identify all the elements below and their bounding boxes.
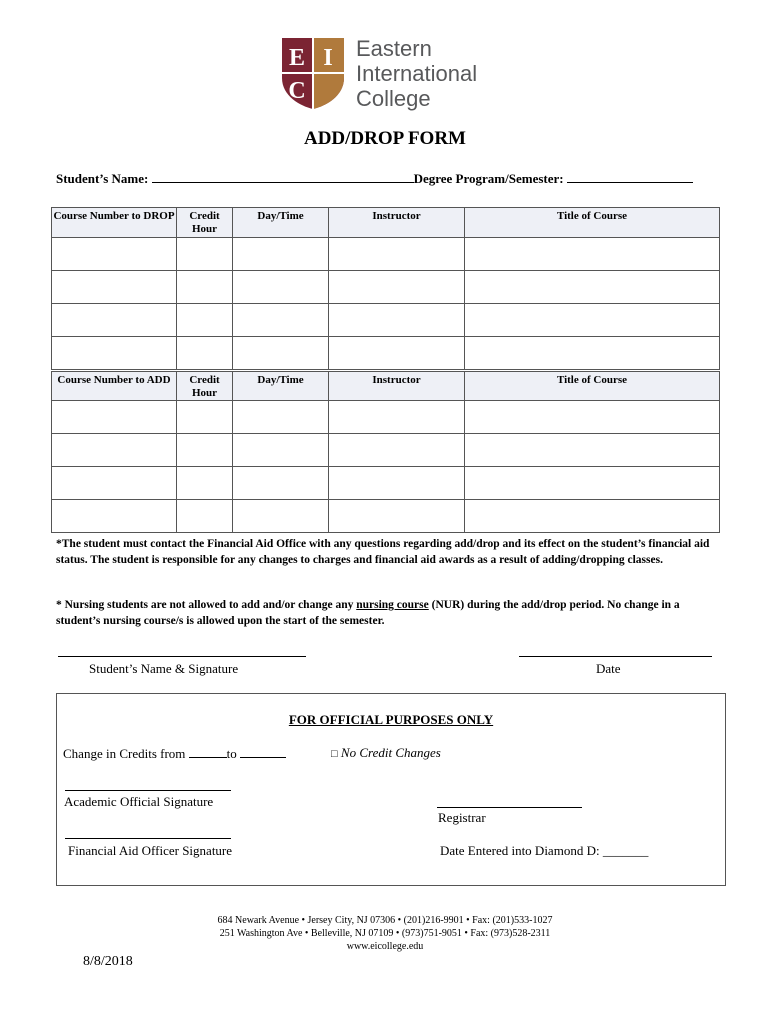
date-signature-line[interactable] (519, 656, 712, 657)
logo-letter-i: I (323, 45, 333, 71)
add-table (51, 371, 720, 533)
table-cell[interactable] (52, 401, 177, 434)
no-credit-changes[interactable] (331, 745, 441, 761)
table-cell[interactable] (233, 238, 329, 271)
table-row (52, 304, 720, 337)
table-cell[interactable] (233, 500, 329, 533)
credits-to-field[interactable] (240, 745, 286, 758)
change-credits (63, 745, 286, 762)
document-date: 8/8/2018 (83, 954, 133, 969)
official-purposes-box (56, 693, 726, 886)
academic-signature-line[interactable] (65, 790, 231, 791)
date-label: Date (596, 661, 621, 676)
table-cell[interactable] (177, 401, 233, 434)
table-cell[interactable] (329, 337, 465, 370)
table-cell[interactable] (329, 500, 465, 533)
change-credits-label: Change in Credits from (63, 746, 186, 761)
table-cell[interactable] (233, 337, 329, 370)
financial-aid-signature-label: Financial Aid Officer Signature (68, 843, 233, 858)
drop-table (51, 207, 720, 370)
table-cell[interactable] (52, 271, 177, 304)
diamond-entry: Date Entered into Diamond D: _______ (440, 843, 649, 858)
footer-website: www.eicollege.edu (346, 941, 424, 952)
table-cell[interactable] (52, 238, 177, 271)
table-row (52, 467, 720, 500)
logo-letter-e: E (288, 45, 306, 71)
registrar-label: Registrar (438, 810, 486, 825)
footer-address-2: 251 Washington Ave • Belleville, NJ 07109 • (973)751-9051 • Fax: (973)528-2311 (219, 928, 551, 939)
logo-name (356, 36, 477, 111)
table-cell[interactable] (177, 238, 233, 271)
table-cell[interactable] (329, 271, 465, 304)
table-cell[interactable] (177, 337, 233, 370)
degree-field[interactable] (567, 170, 693, 183)
logo-line-1: Eastern (356, 36, 432, 61)
student-name-label: Student’s Name: (56, 171, 149, 186)
logo-line-3: College (356, 86, 431, 111)
table-cell[interactable] (465, 238, 720, 271)
table-row (52, 401, 720, 434)
table-cell[interactable] (233, 401, 329, 434)
table-cell[interactable] (329, 238, 465, 271)
drop-header-title: Title of Course (465, 208, 720, 238)
financial-aid-note: *The student must contact the Financial Aid Office with any questions regarding add/drop and its effect on the student’s financial aid status. The student is responsible for any changes to charges and financial aid awards as a result of adding/dropping classes. (56, 538, 710, 566)
nursing-note-a: * Nursing students are not allowed to add and/or change any (56, 599, 357, 611)
nursing-note-c: (NUR) during the add/drop period. No change in a student’s nursing course/s is allowed upon the start of the semester. (56, 599, 680, 627)
table-cell[interactable] (233, 304, 329, 337)
drop-header-instructor: Instructor (329, 208, 465, 238)
add-header-daytime: Day/Time (233, 372, 329, 401)
footer (0, 914, 770, 953)
add-header-course: Course Number to ADD (52, 372, 177, 401)
table-cell[interactable] (465, 434, 720, 467)
table-cell[interactable] (465, 271, 720, 304)
drop-header-credit: Credit Hour (177, 208, 233, 238)
college-logo (280, 36, 480, 110)
table-cell[interactable] (177, 304, 233, 337)
table-cell[interactable] (177, 434, 233, 467)
no-credit-label: No Credit Changes (340, 745, 441, 760)
drop-header-course: Course Number to DROP (52, 208, 177, 238)
checkbox-icon[interactable]: □ (331, 748, 338, 760)
table-cell[interactable] (233, 467, 329, 500)
official-heading: FOR OFFICIAL PURPOSES ONLY (288, 712, 494, 727)
add-header-instructor: Instructor (329, 372, 465, 401)
student-name-field[interactable] (152, 170, 414, 183)
table-cell[interactable] (177, 271, 233, 304)
table-cell[interactable] (177, 467, 233, 500)
table-row (52, 337, 720, 370)
table-row (52, 271, 720, 304)
form-title: ADD/DROP FORM (303, 128, 466, 149)
table-cell[interactable] (465, 337, 720, 370)
table-cell[interactable] (52, 337, 177, 370)
table-cell[interactable] (329, 401, 465, 434)
table-cell[interactable] (329, 467, 465, 500)
table-cell[interactable] (465, 467, 720, 500)
table-cell[interactable] (52, 434, 177, 467)
add-header-title: Title of Course (465, 372, 720, 401)
table-cell[interactable] (233, 271, 329, 304)
student-info-line (56, 170, 693, 187)
table-cell[interactable] (52, 500, 177, 533)
table-cell[interactable] (465, 500, 720, 533)
academic-signature-label: Academic Official Signature (64, 794, 214, 809)
table-cell[interactable] (233, 434, 329, 467)
footer-address-1: 684 Newark Avenue • Jersey City, NJ 07306 • (201)216-9901 • Fax: (201)533-1027 (217, 915, 553, 926)
table-cell[interactable] (329, 304, 465, 337)
student-signature-line[interactable] (58, 656, 306, 657)
table-cell[interactable] (465, 304, 720, 337)
nursing-note (56, 597, 722, 629)
credits-from-field[interactable] (189, 745, 227, 758)
registrar-line[interactable] (437, 807, 582, 808)
change-credits-to: to (226, 746, 237, 761)
table-row (52, 500, 720, 533)
table-cell[interactable] (329, 434, 465, 467)
table-cell[interactable] (177, 500, 233, 533)
financial-aid-signature-line[interactable] (65, 838, 231, 839)
add-header-credit: Credit Hour (177, 372, 233, 401)
shield-icon (280, 36, 346, 110)
table-cell[interactable] (52, 304, 177, 337)
table-row (52, 434, 720, 467)
logo-line-2: International (356, 61, 478, 86)
drop-header-daytime: Day/Time (233, 208, 329, 238)
student-signature-label: Student’s Name & Signature (89, 661, 239, 676)
nursing-note-b: nursing course (356, 599, 429, 611)
table-cell[interactable] (52, 467, 177, 500)
logo-letter-c: C (288, 78, 306, 104)
table-cell[interactable] (465, 401, 720, 434)
table-row (52, 238, 720, 271)
degree-label: Degree Program/Semester: (413, 171, 564, 186)
